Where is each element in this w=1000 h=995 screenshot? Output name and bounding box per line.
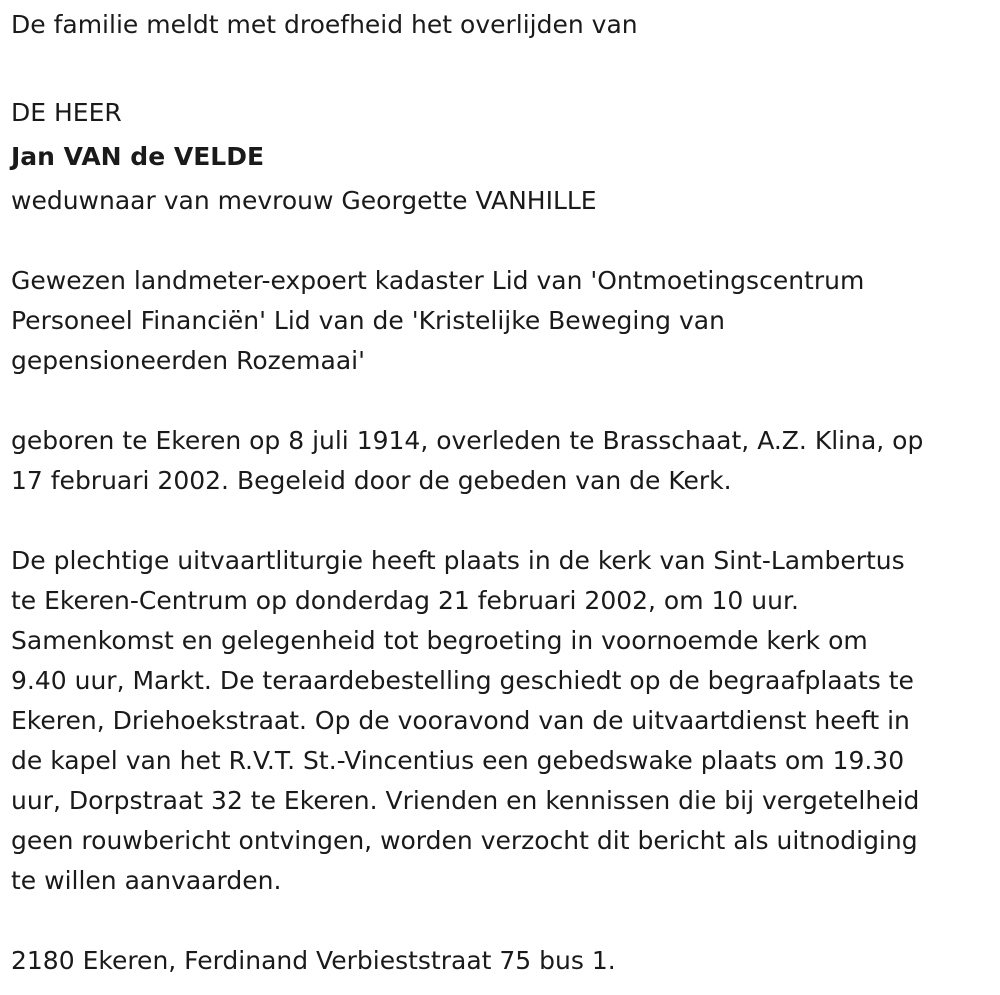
paragraph-line: Personeel Financiën' Lid van de 'Kristelijke Beweging van: [11, 306, 725, 335]
spacer: [11, 901, 991, 941]
paragraph-line: geen rouwbericht ontvingen, worden verzocht dit bericht als uitnodiging: [11, 826, 918, 855]
paragraph-line: Samenkomst en gelegenheid tot begroeting in voornoemde kerk om: [11, 626, 868, 655]
paragraph-line: Gewezen landmeter-expoert kadaster Lid van 'Ontmoetingscentrum: [11, 266, 865, 295]
paragraph-line: uur, Dorpstraat 32 te Ekeren. Vrienden en kennissen die bij vergetelheid: [11, 786, 920, 815]
paragraph-line: de kapel van het R.V.T. St.-Vincentius een gebedswake plaats om 19.30: [11, 746, 905, 775]
life-paragraph: [11, 421, 991, 501]
paragraph-line: Ekeren, Driehoekstraat. Op de vooravond van de uitvaartdienst heeft in: [11, 706, 910, 735]
paragraph-line: 17 februari 2002. Begeleid door de gebeden van de Kerk.: [11, 466, 732, 495]
paragraph-line: te Ekeren-Centrum op donderdag 21 februari 2002, om 10 uur.: [11, 586, 799, 615]
spacer: [11, 381, 991, 421]
paragraph-line: te willen aanvaarden.: [11, 866, 282, 895]
intro-text: De familie meldt met droefheid het overlijden van: [11, 10, 638, 39]
deceased-title: DE HEER: [11, 98, 122, 127]
paragraph-line: 9.40 uur, Markt. De teraardebestelling geschiedt op de begraafplaats te: [11, 666, 914, 695]
paragraph-line: geboren te Ekeren op 8 juli 1914, overleden te Brasschaat, A.Z. Klina, op: [11, 426, 924, 455]
spacer: [11, 501, 991, 541]
spacer: [11, 45, 991, 85]
relation-text: weduwnaar van mevrouw Georgette VANHILLE: [11, 186, 597, 215]
paragraph-line: gepensioneerden Rozemaai': [11, 346, 365, 375]
paragraph-line: De plechtige uitvaartliturgie heeft plaats in de kerk van Sint-Lambertus: [11, 546, 905, 575]
address-text: 2180 Ekeren, Ferdinand Verbieststraat 75 bus 1.: [11, 946, 616, 975]
career-paragraph: [11, 261, 991, 381]
spacer: [11, 221, 991, 261]
funeral-paragraph: [11, 541, 991, 901]
deceased-name: Jan VAN de VELDE: [11, 142, 265, 171]
obituary-document: [11, 5, 991, 981]
